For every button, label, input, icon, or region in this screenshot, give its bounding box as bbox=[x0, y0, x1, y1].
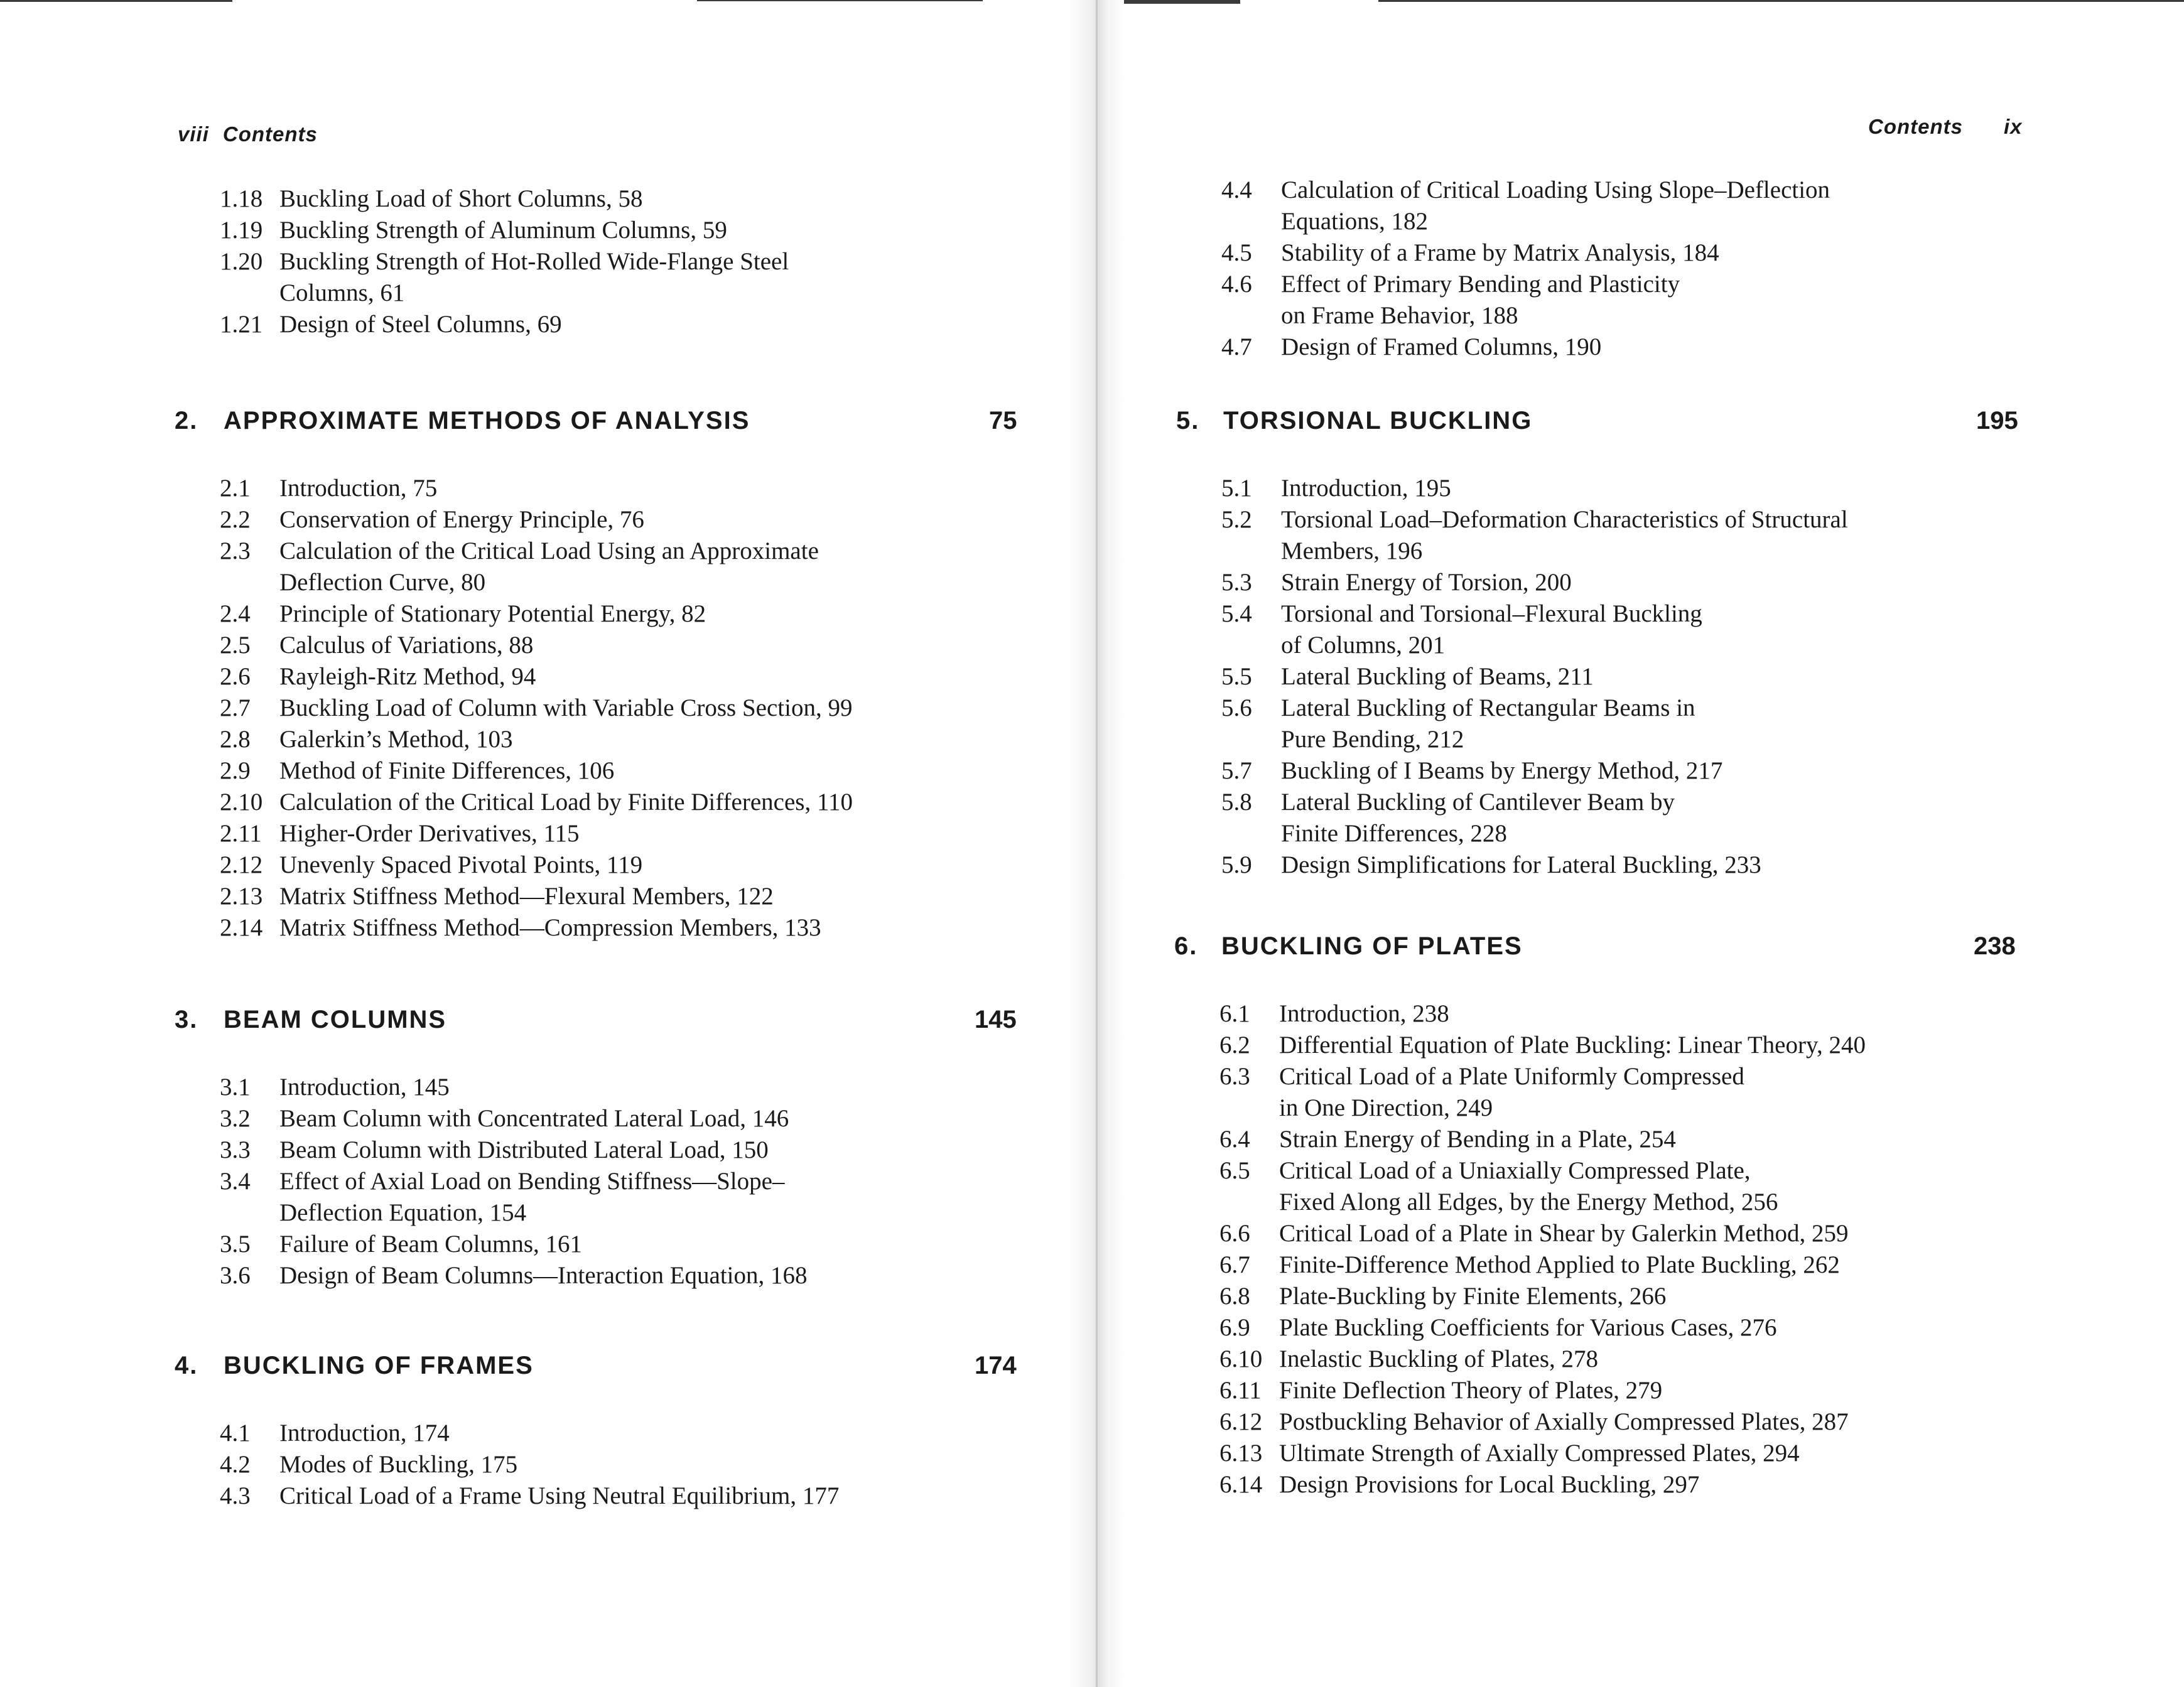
entry-number: 6.3 bbox=[1219, 1063, 1250, 1090]
chapter-title: BUCKLING OF FRAMES bbox=[224, 1352, 534, 1379]
toc-entry bbox=[220, 1229, 1055, 1260]
right-folio: ix bbox=[2004, 115, 2023, 138]
entry-number: 4.6 bbox=[1221, 271, 1252, 298]
toc-entry bbox=[1219, 1155, 2036, 1218]
entry-number: 2.2 bbox=[220, 506, 251, 533]
entry-number: 2.1 bbox=[220, 475, 251, 502]
chapter-page: 75 bbox=[989, 407, 1017, 434]
entry-title: Beam Column with Concentrated Lateral Load, 146 bbox=[279, 1105, 789, 1132]
entry-number: 3.4 bbox=[220, 1168, 251, 1195]
toc-entry bbox=[220, 246, 1055, 309]
entry-title: Ultimate Strength of Axially Compressed Plates, 294 bbox=[1279, 1440, 1800, 1467]
chapter-heading bbox=[1086, 407, 2184, 445]
chapter-page: 174 bbox=[975, 1352, 1017, 1379]
entry-number: 1.18 bbox=[220, 185, 263, 212]
chapter-number: 4. bbox=[175, 1352, 198, 1379]
toc-entry bbox=[1219, 1061, 2036, 1124]
entry-title: Principle of Stationary Potential Energy, 82 bbox=[279, 600, 706, 627]
entry-title: Design Provisions for Local Buckling, 297 bbox=[1279, 1471, 1700, 1498]
entry-number: 6.5 bbox=[1219, 1157, 1250, 1184]
entry-number: 6.7 bbox=[1219, 1251, 1250, 1278]
toc-entry bbox=[220, 1418, 1055, 1449]
entry-number: 6.6 bbox=[1219, 1220, 1250, 1247]
toc-entry bbox=[1221, 787, 2038, 849]
entry-title: Higher-Order Derivatives, 115 bbox=[279, 820, 580, 847]
toc-entry bbox=[220, 693, 1055, 724]
chapter-number: 6. bbox=[1174, 932, 1198, 960]
entry-number: 5.4 bbox=[1221, 600, 1252, 627]
toc-entry bbox=[1219, 1469, 2036, 1501]
toc-entry bbox=[220, 849, 1055, 881]
entry-title-continued: Finite Differences, 228 bbox=[1281, 820, 1507, 847]
entry-title: Strain Energy of Torsion, 200 bbox=[1281, 569, 1572, 596]
entry-title: Calculation of the Critical Load by Finite Differences, 110 bbox=[279, 789, 853, 816]
entry-title: Design of Beam Columns—Interaction Equation, 168 bbox=[279, 1262, 808, 1289]
entry-title-continued: Equations, 182 bbox=[1281, 208, 1428, 235]
entry-number: 2.11 bbox=[220, 820, 262, 847]
entry-number: 5.5 bbox=[1221, 663, 1252, 690]
chapter-2-entries bbox=[220, 473, 1055, 944]
entry-title: Modes of Buckling, 175 bbox=[279, 1451, 518, 1478]
entry-title: Critical Load of a Frame Using Neutral Equilibrium, 177 bbox=[279, 1482, 840, 1509]
toc-entry bbox=[220, 309, 1055, 340]
entry-number: 1.20 bbox=[220, 248, 263, 275]
toc-entry bbox=[220, 661, 1055, 693]
entry-title: Introduction, 195 bbox=[1281, 475, 1451, 502]
toc-entry bbox=[220, 183, 1055, 215]
entry-title: Calculation of the Critical Load Using an Approximate bbox=[279, 537, 819, 564]
toc-entry bbox=[1219, 1249, 2036, 1281]
toc-entry bbox=[1221, 693, 2038, 755]
entry-number: 6.11 bbox=[1219, 1377, 1262, 1404]
chapter-heading bbox=[0, 1006, 1086, 1043]
entry-title: Stability of a Frame by Matrix Analysis, 184 bbox=[1281, 239, 1719, 266]
toc-entry bbox=[1219, 1312, 2036, 1344]
entry-number: 2.8 bbox=[220, 726, 251, 753]
entry-number: 2.9 bbox=[220, 757, 251, 784]
toc-entry bbox=[1221, 661, 2038, 693]
entry-title: Plate Buckling Coefficients for Various Cases, 276 bbox=[1279, 1314, 1777, 1341]
toc-entry bbox=[1219, 1218, 2036, 1249]
toc-entry bbox=[220, 536, 1055, 598]
chapter-page: 195 bbox=[1976, 407, 2018, 434]
toc-entry bbox=[1219, 1375, 2036, 1406]
entry-number: 2.5 bbox=[220, 632, 251, 659]
entry-title: Torsional Load–Deformation Characteristics of Structural bbox=[1281, 506, 1848, 533]
entry-title: Introduction, 174 bbox=[279, 1420, 450, 1447]
entry-number: 2.4 bbox=[220, 600, 251, 627]
entry-number: 3.2 bbox=[220, 1105, 251, 1132]
toc-entry bbox=[220, 1166, 1055, 1229]
left-folio: viii bbox=[178, 122, 209, 146]
entry-title: Conservation of Energy Principle, 76 bbox=[279, 506, 644, 533]
chapter-title: TORSIONAL BUCKLING bbox=[1223, 407, 1533, 434]
entry-title: Plate-Buckling by Finite Elements, 266 bbox=[1279, 1283, 1667, 1310]
entry-number: 4.3 bbox=[220, 1482, 251, 1509]
entry-title-continued: on Frame Behavior, 188 bbox=[1281, 302, 1518, 329]
chapter-2 bbox=[0, 407, 1086, 944]
toc-entry bbox=[1221, 849, 2038, 881]
toc-entry bbox=[1221, 755, 2038, 787]
entry-title: Lateral Buckling of Beams, 211 bbox=[1281, 663, 1594, 690]
left-running-head bbox=[178, 122, 318, 146]
entry-title: Strain Energy of Bending in a Plate, 254 bbox=[1279, 1126, 1676, 1153]
entry-number: 2.6 bbox=[220, 663, 251, 690]
entry-title: Differential Equation of Plate Buckling: Linear Theory, 240 bbox=[1279, 1032, 1866, 1059]
entry-number: 3.3 bbox=[220, 1136, 251, 1163]
entry-title: Introduction, 238 bbox=[1279, 1000, 1449, 1027]
entry-title-continued: Deflection Curve, 80 bbox=[279, 569, 486, 596]
chapter-title: BEAM COLUMNS bbox=[224, 1006, 447, 1033]
chapter-6 bbox=[1086, 932, 2184, 1501]
entry-number: 6.14 bbox=[1219, 1471, 1263, 1498]
chapter-number: 2. bbox=[175, 407, 198, 434]
entry-number: 6.10 bbox=[1219, 1345, 1263, 1372]
toc-entry bbox=[1219, 1344, 2036, 1375]
toc-entry bbox=[1221, 504, 2038, 567]
right-running-head bbox=[1868, 115, 2023, 139]
toc-entry bbox=[220, 473, 1055, 504]
entry-title: Torsional and Torsional–Flexural Buckling bbox=[1281, 600, 1702, 627]
toc-entry bbox=[220, 1135, 1055, 1166]
entry-title: Postbuckling Behavior of Axially Compressed Plates, 287 bbox=[1279, 1408, 1849, 1435]
toc-entry bbox=[220, 1449, 1055, 1480]
chapter-heading bbox=[0, 1352, 1086, 1389]
entry-number: 6.1 bbox=[1219, 1000, 1250, 1027]
toc-entry bbox=[220, 1480, 1055, 1512]
entry-title: Buckling Load of Column with Variable Cross Section, 99 bbox=[279, 694, 853, 721]
entry-title: Introduction, 75 bbox=[279, 475, 438, 502]
entry-title-continued: in One Direction, 249 bbox=[1279, 1094, 1493, 1121]
entry-title: Method of Finite Differences, 106 bbox=[279, 757, 615, 784]
toc-entry bbox=[220, 215, 1055, 246]
entry-number: 6.9 bbox=[1219, 1314, 1250, 1341]
entry-number: 2.13 bbox=[220, 883, 263, 910]
right-running-title: Contents bbox=[1868, 115, 1963, 138]
entry-number: 4.2 bbox=[220, 1451, 251, 1478]
toc-entry bbox=[220, 787, 1055, 818]
entry-title: Finite Deflection Theory of Plates, 279 bbox=[1279, 1377, 1663, 1404]
entry-number: 1.19 bbox=[220, 217, 263, 244]
chapter-page: 145 bbox=[975, 1006, 1017, 1033]
entry-number: 5.7 bbox=[1221, 757, 1252, 784]
entry-title-continued: Pure Bending, 212 bbox=[1281, 726, 1464, 753]
left-continued-entries bbox=[220, 183, 1055, 340]
chapter-number: 5. bbox=[1176, 407, 1200, 434]
entry-number: 2.12 bbox=[220, 851, 263, 878]
entry-title: Buckling of I Beams by Energy Method, 217 bbox=[1281, 757, 1723, 784]
entry-title-continued: of Columns, 201 bbox=[1281, 632, 1446, 659]
chapter-page: 238 bbox=[1974, 932, 2016, 960]
entry-number: 6.2 bbox=[1219, 1032, 1250, 1059]
entry-number: 2.10 bbox=[220, 789, 263, 816]
toc-entry bbox=[220, 630, 1055, 661]
entry-number: 2.14 bbox=[220, 914, 263, 941]
entry-number: 3.6 bbox=[220, 1262, 251, 1289]
chapter-heading bbox=[0, 407, 1086, 445]
toc-entry bbox=[1219, 1438, 2036, 1469]
entry-title: Finite-Difference Method Applied to Plate Buckling, 262 bbox=[1279, 1251, 1840, 1278]
toc-entry bbox=[1219, 1124, 2036, 1155]
toc-entry bbox=[220, 881, 1055, 912]
entry-title: Critical Load of a Plate Uniformly Compressed bbox=[1279, 1063, 1744, 1090]
chapter-5 bbox=[1086, 407, 2184, 881]
chapter-title: APPROXIMATE METHODS OF ANALYSIS bbox=[224, 407, 750, 434]
toc-entry bbox=[220, 1260, 1055, 1291]
chapter-5-entries bbox=[1221, 473, 2038, 881]
toc-entry bbox=[220, 504, 1055, 536]
toc-entry bbox=[220, 1103, 1055, 1135]
entry-title: Failure of Beam Columns, 161 bbox=[279, 1231, 583, 1258]
toc-entry bbox=[1221, 567, 2038, 598]
entry-title-continued: Fixed Along all Edges, by the Energy Method, 256 bbox=[1279, 1188, 1778, 1215]
entry-title: Design Simplifications for Lateral Buckling, 233 bbox=[1281, 851, 1761, 878]
entry-number: 5.9 bbox=[1221, 851, 1252, 878]
entry-title: Matrix Stiffness Method—Compression Members, 133 bbox=[279, 914, 821, 941]
entry-title: Buckling Load of Short Columns, 58 bbox=[279, 185, 643, 212]
entry-number: 2.3 bbox=[220, 537, 251, 564]
toc-entry bbox=[1219, 998, 2036, 1030]
entry-title: Buckling Strength of Hot-Rolled Wide-Flange Steel bbox=[279, 248, 789, 275]
entry-title: Effect of Primary Bending and Plasticity bbox=[1281, 271, 1680, 298]
entry-title: Matrix Stiffness Method—Flexural Members, 122 bbox=[279, 883, 774, 910]
entry-number: 6.13 bbox=[1219, 1440, 1263, 1467]
chapter-heading bbox=[1086, 932, 2184, 970]
toc-entry bbox=[220, 598, 1055, 630]
toc-entry bbox=[220, 755, 1055, 787]
toc-entry bbox=[1221, 237, 2038, 269]
toc-entry bbox=[1219, 1030, 2036, 1061]
toc-entry bbox=[220, 912, 1055, 944]
entry-number: 4.4 bbox=[1221, 176, 1252, 203]
entry-title: Calculus of Variations, 88 bbox=[279, 632, 534, 659]
chapter-4-entries bbox=[220, 1418, 1055, 1512]
right-page bbox=[1086, 0, 2184, 1687]
chapter-3 bbox=[0, 1006, 1086, 1291]
entry-title-continued: Members, 196 bbox=[1281, 537, 1423, 564]
entry-number: 4.5 bbox=[1221, 239, 1252, 266]
entry-title: Calculation of Critical Loading Using Slope–Deflection bbox=[1281, 176, 1830, 203]
toc-entry bbox=[1221, 598, 2038, 661]
left-running-title: Contents bbox=[222, 122, 318, 146]
entry-number: 2.7 bbox=[220, 694, 251, 721]
entry-title: Buckling Strength of Aluminum Columns, 59 bbox=[279, 217, 727, 244]
entry-title: Galerkin’s Method, 103 bbox=[279, 726, 513, 753]
chapter-title: BUCKLING OF PLATES bbox=[1221, 932, 1523, 960]
entry-number: 5.1 bbox=[1221, 475, 1252, 502]
toc-entry bbox=[1219, 1406, 2036, 1438]
toc-entry bbox=[1219, 1281, 2036, 1312]
entry-number: 5.3 bbox=[1221, 569, 1252, 596]
toc-entry bbox=[1221, 331, 2038, 363]
entry-title: Design of Framed Columns, 190 bbox=[1281, 333, 1602, 360]
toc-entry bbox=[220, 724, 1055, 755]
toc-entry bbox=[1221, 269, 2038, 331]
entry-number: 3.1 bbox=[220, 1074, 251, 1101]
chapter-3-entries bbox=[220, 1072, 1055, 1291]
entry-title: Critical Load of a Plate in Shear by Galerkin Method, 259 bbox=[1279, 1220, 1849, 1247]
chapter-6-entries bbox=[1219, 998, 2036, 1501]
entry-title-continued: Deflection Equation, 154 bbox=[279, 1199, 527, 1226]
left-page bbox=[0, 0, 1086, 1687]
entry-number: 6.12 bbox=[1219, 1408, 1263, 1435]
entry-number: 6.4 bbox=[1219, 1126, 1250, 1153]
toc-entry bbox=[220, 818, 1055, 849]
entry-title-continued: Columns, 61 bbox=[279, 279, 405, 306]
entry-title: Beam Column with Distributed Lateral Load, 150 bbox=[279, 1136, 769, 1163]
entry-number: 6.8 bbox=[1219, 1283, 1250, 1310]
entry-title: Rayleigh-Ritz Method, 94 bbox=[279, 663, 536, 690]
toc-entry bbox=[220, 1072, 1055, 1103]
entry-title: Lateral Buckling of Rectangular Beams in bbox=[1281, 694, 1695, 721]
entry-number: 1.21 bbox=[220, 311, 263, 338]
toc-entry bbox=[1221, 175, 2038, 237]
entry-number: 4.1 bbox=[220, 1420, 251, 1447]
entry-title: Introduction, 145 bbox=[279, 1074, 450, 1101]
entry-number: 5.8 bbox=[1221, 789, 1252, 816]
entry-number: 3.5 bbox=[220, 1231, 251, 1258]
toc-entry bbox=[1221, 473, 2038, 504]
entry-title: Unevenly Spaced Pivotal Points, 119 bbox=[279, 851, 643, 878]
entry-title: Design of Steel Columns, 69 bbox=[279, 311, 562, 338]
entry-title: Effect of Axial Load on Bending Stiffness—Slope– bbox=[279, 1168, 785, 1195]
entry-title: Inelastic Buckling of Plates, 278 bbox=[1279, 1345, 1598, 1372]
entry-title: Critical Load of a Uniaxially Compressed Plate, bbox=[1279, 1157, 1751, 1184]
entry-number: 5.2 bbox=[1221, 506, 1252, 533]
chapter-number: 3. bbox=[175, 1006, 198, 1033]
right-continued-entries bbox=[1221, 175, 2038, 363]
entry-number: 5.6 bbox=[1221, 694, 1252, 721]
entry-number: 4.7 bbox=[1221, 333, 1252, 360]
chapter-4 bbox=[0, 1352, 1086, 1512]
entry-title: Lateral Buckling of Cantilever Beam by bbox=[1281, 789, 1675, 816]
